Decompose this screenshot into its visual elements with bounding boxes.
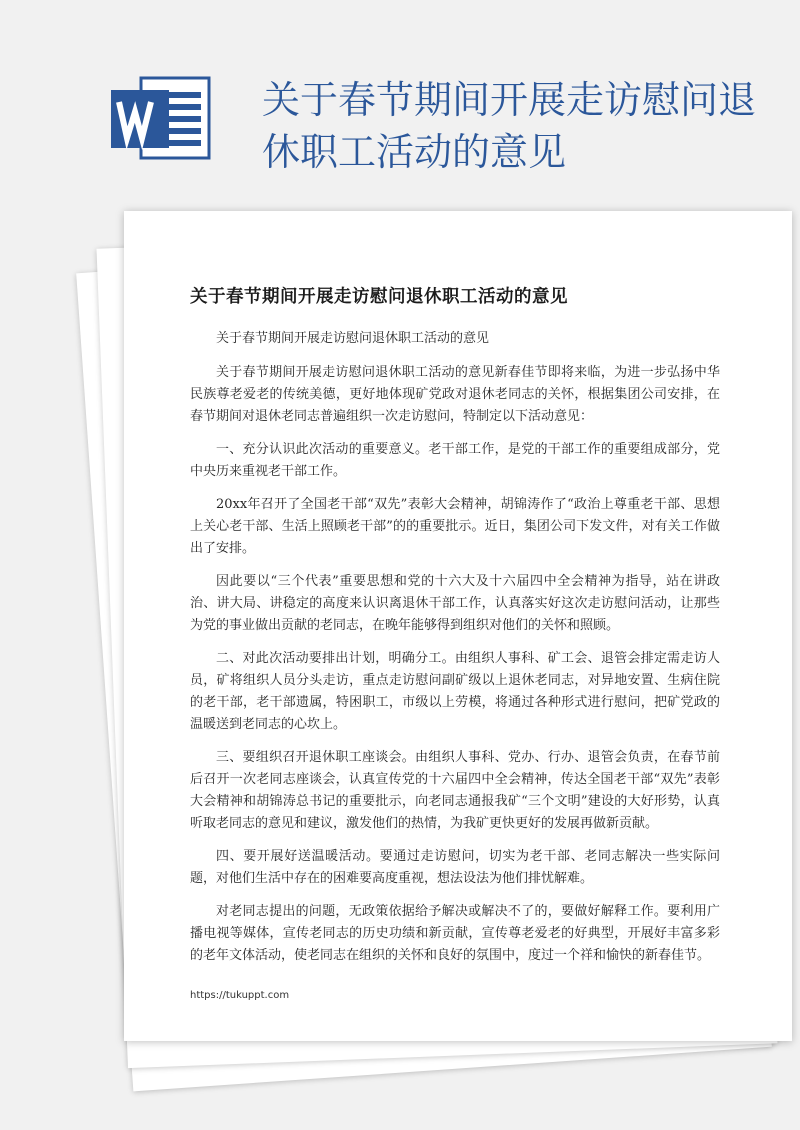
document-paragraph: 因此要以“三个代表”重要思想和党的十六大及十六届四中全会精神为指导，站在讲政治、讲大局、讲稳定的高度来认识离退休干部工作，认真落实好这次走访慰问活动，让那些为党的事业做出贡献的老同志，在晚年能够得到组织对他们的关怀和照顾。 [190, 574, 720, 633]
banner-title: 关于春节期间开展走访慰问退休职工活动的意见 [262, 78, 757, 174]
word-document-icon [111, 72, 211, 164]
document-subtitle: 关于春节期间开展走访慰问退休职工活动的意见 [216, 331, 490, 346]
document-page [124, 211, 792, 1041]
document-paragraph: 20xx年召开了全国老干部“双先”表彰大会精神，胡锦涛作了“政治上尊重老干部、思想上关心老干部、生活上照顾老干部”的的重要批示。近日，集团公司下发文件，对有关工作做出了安排。 [190, 497, 720, 556]
document-body [190, 328, 720, 978]
document-paragraph: 三、要组织召开退休职工座谈会。由组织人事科、党办、行办、退管会负责，在春节前后召开一次老同志座谈会，认真宣传党的十六届四中全会精神，传达全国老干部“双先”表彰大会精神和胡锦涛总书记的重要批示，向老同志通报我矿“三个文明”建设的大好形势，认真听取老同志的意见和建议，激发他们的热情，为我矿更快更好的发展再做新贡献。 [190, 750, 720, 831]
document-paragraph: 对老同志提出的问题，无政策依据给予解决或解决不了的，要做好解释工作。要利用广播电视等媒体，宣传老同志的历史功绩和新贡献，宣传尊老爱老的好典型，开展好丰富多彩的老年文体活动，使老同志在组织的关怀和良好的氛围中，度过一个祥和愉快的新春佳节。 [190, 904, 720, 963]
document-paragraph: 四、要开展好送温暖活动。要通过走访慰问，切实为老干部、老同志解决一些实际问题，对他们生活中存在的困难要高度重视，想法设法为他们排忧解难。 [190, 849, 720, 886]
source-link[interactable]: https://tukuppt.com [190, 990, 290, 1001]
document-paragraph: 关于春节期间开展走访慰问退休职工活动的意见新春佳节即将来临，为进一步弘扬中华民族尊老爱老的传统美德，更好地体现矿党政对退休老同志的关怀，根据集团公司安排，在春节期间对退休老同志普遍组织一次走访慰问，特制定以下活动意见： [190, 365, 720, 424]
document-title: 关于春节期间开展走访慰问退休职工活动的意见 [190, 287, 568, 307]
document-paragraph: 一、充分认识此次活动的重要意义。老干部工作，是党的干部工作的重要组成部分，党中央历来重视老干部工作。 [190, 442, 720, 479]
document-paragraph: 二、对此次活动要排出计划，明确分工。由组织人事科、矿工会、退管会排定需走访人员，矿将组织人员分头走访，重点走访慰问副矿级以上退休老同志，对异地安置、生病住院的老干部，老干部遗属，特困职工，市级以上劳模，将通过各种形式进行慰问，把矿党政的温暖送到老同志的心坎上。 [190, 651, 720, 732]
